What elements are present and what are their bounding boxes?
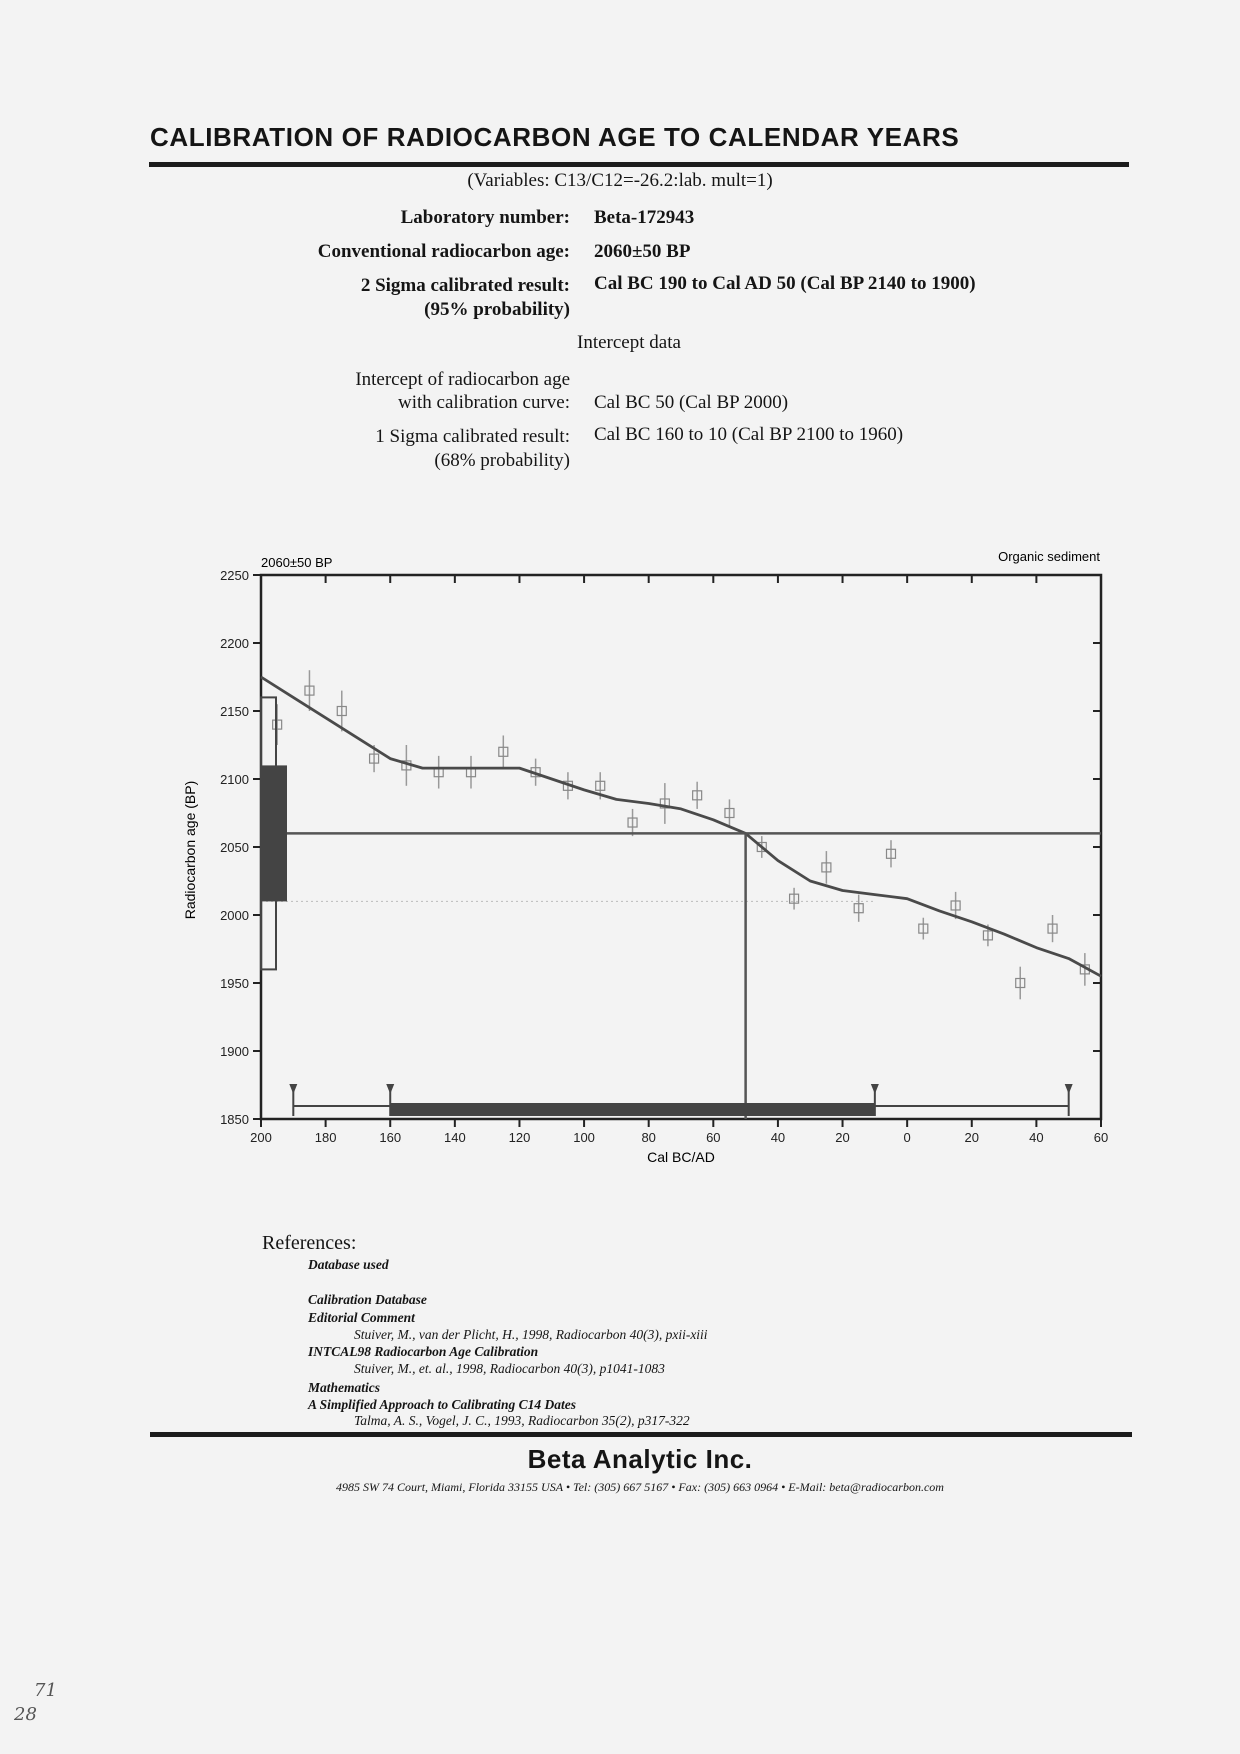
x-tick-label: 60 [1093, 1130, 1109, 1145]
sigma1-label: 1 Sigma calibrated result: [375, 426, 570, 447]
company-address: 4985 SW 74 Court, Miami, Florida 33155 USA • Tel: (305) 667 5167 • Fax: (305) 663 0964 • E-Mail: beta@radiocarbon.com [336, 1480, 944, 1494]
y-tick-label: 1850 [220, 1112, 249, 1127]
ref-editorial-comment: Editorial Comment [308, 1310, 415, 1325]
x-tick-label: 160 [379, 1130, 402, 1145]
x-tick-label: 180 [314, 1130, 337, 1145]
x-tick-label: 120 [508, 1130, 531, 1145]
x-tick-label: 20 [835, 1130, 850, 1145]
range-1sigma-bar [390, 1103, 875, 1116]
sigma2-value: Cal BC 190 to Cal AD 50 (Cal BP 2140 to 1900) [594, 273, 976, 294]
intercept-value: Cal BC 50 (Cal BP 2000) [594, 392, 789, 413]
page-title: CALIBRATION OF RADIOCARBON AGE TO CALENDAR YEARS [150, 122, 960, 152]
chart-top-right-label: Organic sediment [998, 549, 1100, 564]
ref-citation-1: Stuiver, M., van der Plicht, H., 1998, Radiocarbon 40(3), pxii-xiii [354, 1327, 708, 1342]
x-tick-label: 140 [443, 1130, 466, 1145]
y-tick-label: 2200 [220, 636, 249, 651]
age-1sigma-box [261, 765, 287, 901]
x-tick-label: 40 [770, 1130, 786, 1145]
x-tick-label: 100 [573, 1130, 595, 1145]
ref-database-used: Database used [308, 1257, 389, 1272]
sigma2-probability: (95% probability) [424, 299, 570, 320]
x-tick-label: 0 [903, 1130, 911, 1145]
y-tick-label: 2250 [220, 568, 249, 583]
range-marker-arrow [871, 1084, 879, 1094]
ref-citation-2: Stuiver, M., et. al., 1998, Radiocarbon 40(3), p1041-1083 [354, 1361, 665, 1376]
y-axis-label: Radiocarbon age (BP) [182, 780, 198, 920]
variables-line: (Variables: C13/C12=-26.2:lab. mult=1) [467, 170, 773, 191]
chart-top-left-label: 2060±50 BP [261, 555, 333, 570]
y-tick-label: 2150 [220, 704, 249, 719]
y-tick-label: 1900 [220, 1044, 249, 1059]
calibration-curve [261, 677, 1101, 976]
plot-frame [261, 575, 1101, 1119]
ref-mathematics: Mathematics [308, 1380, 381, 1395]
lab-number-value: Beta-172943 [594, 207, 695, 228]
footer-rule [150, 1432, 1132, 1437]
sigma1-value: Cal BC 160 to 10 (Cal BP 2100 to 1960) [594, 424, 904, 445]
lab-number-label: Laboratory number: [400, 207, 570, 228]
company-name: Beta Analytic Inc. [527, 1444, 753, 1474]
x-tick-label: 200 [250, 1130, 272, 1145]
x-tick-label: 20 [964, 1130, 980, 1145]
ref-simplified-approach: A Simplified Approach to Calibrating C14 Dates [308, 1397, 577, 1412]
x-tick-label: 60 [706, 1130, 721, 1145]
ref-calibration-database: Calibration Database [308, 1292, 427, 1307]
range-marker-arrow [289, 1084, 297, 1094]
sigma1-probability: (68% probability) [434, 450, 570, 471]
x-tick-label: 40 [1029, 1130, 1044, 1145]
sigma2-label: 2 Sigma calibrated result: [360, 275, 570, 296]
x-axis-label: Cal BC/AD [647, 1149, 715, 1165]
handwritten-note-1: 71 [34, 1680, 57, 1701]
y-tick-label: 2000 [220, 908, 249, 923]
references-title: References: [262, 1232, 357, 1254]
ref-intcal98: INTCAL98 Radiocarbon Age Calibration [308, 1344, 539, 1359]
intercept-heading: Intercept data [577, 332, 681, 353]
y-tick-label: 1950 [220, 976, 249, 991]
conventional-age-label: Conventional radiocarbon age: [317, 241, 570, 262]
intercept-label-2: with calibration curve: [398, 392, 570, 413]
intercept-label-1: Intercept of radiocarbon age [355, 369, 570, 390]
range-marker-arrow [386, 1084, 394, 1094]
x-tick-label: 80 [641, 1130, 656, 1145]
range-marker-arrow [1065, 1084, 1073, 1094]
y-tick-label: 2100 [220, 772, 249, 787]
ref-citation-3: Talma, A. S., Vogel, J. C., 1993, Radiocarbon 35(2), p317-322 [354, 1413, 690, 1428]
handwritten-note-2: 28 [14, 1704, 37, 1725]
y-tick-label: 2050 [220, 840, 249, 855]
conventional-age-value: 2060±50 BP [594, 241, 691, 262]
